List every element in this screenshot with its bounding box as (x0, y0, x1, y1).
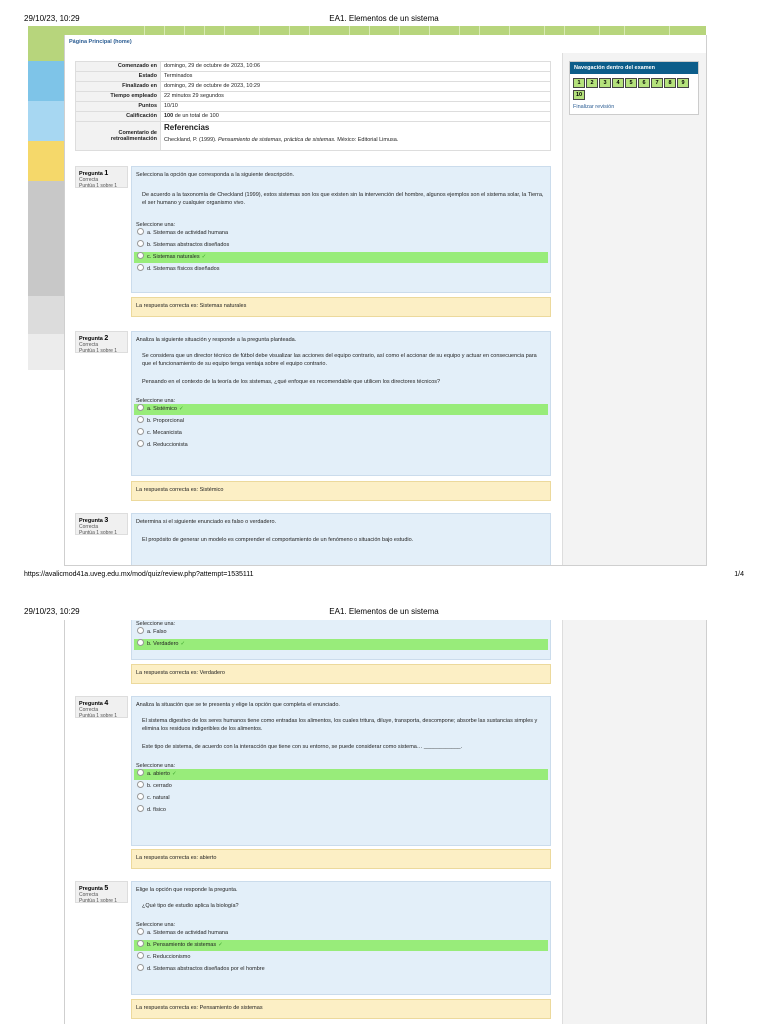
radio-button[interactable] (137, 928, 144, 935)
answer-option[interactable] (134, 964, 548, 975)
answer-option[interactable] (134, 440, 548, 451)
radio-button[interactable] (137, 769, 144, 776)
select-one-label: Seleccione una: (136, 222, 176, 228)
question-prompt: Elige la opción que responde la pregunta. (136, 887, 238, 893)
answer-option-label: c. Sistemas naturales (147, 254, 200, 260)
answer-option[interactable] (134, 940, 548, 951)
answer-option-label: a. Sistemas de actividad humana (147, 930, 229, 936)
select-one-label: Seleccione una: (136, 763, 176, 769)
question-info (75, 881, 128, 903)
radio-button[interactable] (137, 952, 144, 959)
answer-option[interactable] (134, 264, 548, 275)
question-number: Pregunta 1 (79, 170, 109, 177)
question-text: De acuerdo a la taxonomía de Checkland (1999), estos sistemas son los que existen sin la intervención del hombre, algunos ejemplos son el sistema solar, la Tierra, el ser humano y cualquier organismo vivo. (142, 192, 544, 206)
check-icon: ✓ (171, 771, 177, 777)
sidebar (562, 53, 707, 566)
question-number: Pregunta 3 (79, 517, 109, 524)
question-prompt: Analiza la siguiente situación y responde a la pregunta planteada. (136, 337, 297, 343)
answer-option-label: d. físico (147, 807, 166, 813)
summary-label: Puntos (76, 102, 161, 112)
question-text: Este tipo de sistema, de acuerdo con la interacción que tiene con su entorno, se puede considerar como sistema… ____________. (142, 744, 463, 750)
answer-option[interactable] (134, 928, 548, 939)
radio-button[interactable] (137, 781, 144, 788)
question-score: Puntúa 1 sobre 1 (79, 530, 118, 536)
summary-label: Estado (76, 72, 161, 82)
theme-stripe-gray (28, 181, 64, 296)
check-icon: ✓ (218, 942, 223, 948)
question-info (75, 166, 128, 188)
quiz-nav-button-2[interactable]: 2 (586, 78, 598, 88)
radio-button[interactable] (137, 440, 144, 447)
quiz-navigation-block (569, 61, 699, 115)
answer-option[interactable] (134, 252, 548, 263)
question-text: El propósito de generar un modelo es comprender el comportamiento de un fenómeno o situación bajo estudio. (142, 537, 414, 543)
attempt-summary-table (75, 61, 551, 151)
question-info (75, 696, 128, 718)
question-score: Puntúa 1 sobre 1 (79, 348, 118, 354)
print-title: EA1. Elementos de un sistema (329, 14, 439, 23)
finish-review-link[interactable]: Finalizar revisión (573, 104, 615, 110)
question-box (131, 881, 551, 995)
sidebar-2 (562, 620, 707, 1024)
question-score: Puntúa 1 sobre 1 (79, 713, 118, 719)
print-datetime: 29/10/23, 10:29 (24, 14, 80, 23)
answer-option-label: c. Mecanicista (147, 430, 182, 436)
answer-option[interactable] (134, 404, 548, 415)
answer-option-label: b. Pensamiento de sistemas (147, 942, 217, 948)
quiz-nav-button-3[interactable]: 3 (599, 78, 611, 88)
quiz-nav-button-10[interactable]: 10 (573, 90, 585, 100)
breadcrumb-home[interactable]: Página Principal (home) (69, 39, 132, 45)
theme-stripe-yellow (28, 141, 64, 181)
summary-value: domingo, 29 de octubre de 2023, 10:06 (161, 62, 551, 72)
radio-button[interactable] (137, 964, 144, 971)
summary-label: Calificación (76, 112, 161, 122)
radio-button[interactable] (137, 264, 144, 271)
question-state: Correcta (79, 342, 99, 348)
answer-option-label: c. Reduccionismo (147, 954, 191, 960)
question-info (75, 331, 128, 353)
radio-button[interactable] (137, 240, 144, 247)
answer-option[interactable] (134, 952, 548, 963)
summary-row (76, 62, 551, 72)
radio-button[interactable] (137, 228, 144, 235)
radio-button[interactable] (137, 627, 144, 634)
question-state: Correcta (79, 707, 99, 713)
quiz-navigation-title: Navegación dentro del examen (570, 62, 698, 74)
print-datetime-2: 29/10/23, 10:29 (24, 607, 80, 616)
page-content-2 (64, 620, 707, 1024)
question-number: Pregunta 5 (79, 885, 109, 892)
select-one-label: Seleccione una: (136, 398, 176, 404)
question-box (131, 620, 551, 660)
select-one-label: Seleccione una: (136, 621, 176, 627)
answer-option-label: a. Falso (147, 629, 167, 635)
select-one-label: Seleccione una: (136, 922, 176, 928)
answer-option[interactable] (134, 416, 548, 427)
answer-option[interactable] (134, 781, 548, 792)
answer-option-label: d. Sistemas abstractos diseñados por el hombre (147, 966, 265, 972)
question-number: Pregunta 2 (79, 335, 109, 342)
print-page-number: 1/4 (734, 571, 744, 578)
question-text: Pensando en el contexto de la teoría de los sistemas, ¿qué enfoque es recomendable que utilicen los directores técnicos? (142, 379, 441, 385)
quiz-nav-button-4[interactable]: 4 (612, 78, 624, 88)
summary-row (76, 92, 551, 102)
question-prompt: Determina si el siguiente enunciado es falso o verdadero. (136, 519, 277, 525)
question-prompt: Selecciona la opción que corresponda a la siguiente descripción. (136, 172, 295, 178)
summary-label: Tiempo empleado (76, 92, 161, 102)
question-state: Correcta (79, 524, 99, 530)
summary-row (76, 102, 551, 112)
theme-stripe-green (28, 26, 64, 61)
answer-option-label: b. Proporcional (147, 418, 184, 424)
question-state: Correcta (79, 177, 99, 183)
feedback-value (161, 122, 551, 151)
correct-answer-feedback: La respuesta correcta es: Pensamiento de sistemas (131, 999, 551, 1019)
question-text: ¿Qué tipo de estudio aplica la biología? (142, 903, 239, 909)
answer-option-label: a. Sistemas de actividad humana (147, 230, 229, 236)
summary-value: 22 minutos 29 segundos (161, 92, 551, 102)
radio-button[interactable] (137, 416, 144, 423)
answer-option[interactable] (134, 793, 548, 804)
answer-option[interactable] (134, 240, 548, 251)
quiz-nav-button-1[interactable]: 1 (573, 78, 585, 88)
radio-button[interactable] (137, 639, 144, 646)
quiz-nav-button-5[interactable]: 5 (625, 78, 637, 88)
question-box (131, 166, 551, 293)
radio-button[interactable] (137, 940, 144, 947)
answer-option[interactable] (134, 805, 548, 816)
answer-option[interactable] (134, 639, 548, 650)
question-prompt: Analiza la situación que se te presenta y elige la opción que completa el enunciado. (136, 702, 340, 708)
feedback-reference: Checkland, P. (1999). Pensamiento de sistemas, práctica de sistemas. México: Editorial Limusa. (164, 137, 399, 143)
check-icon: ✓ (178, 406, 184, 412)
radio-button[interactable] (137, 805, 144, 812)
answer-option-label: c. natural (147, 795, 170, 801)
question-score: Puntúa 1 sobre 1 (79, 898, 118, 904)
theme-stripe-lightgray (28, 296, 64, 334)
answer-option[interactable] (134, 228, 548, 239)
radio-button[interactable] (137, 793, 144, 800)
answer-option-label: b. Sistemas abstractos diseñados (147, 242, 230, 248)
question-text: Se considera que un director técnico de fútbol debe visualizar las acciones del equipo contrario, así como el accionar de su equipo y actuar en consecuencia para que el funcionamiento de su equipo tenga ventaja sobre el equipo contrario. (142, 353, 537, 367)
answer-option-label: a. Sistémico (147, 406, 177, 412)
feedback-row (76, 122, 551, 151)
question-state: Correcta (79, 892, 99, 898)
answer-option-label: a. abierto (147, 771, 170, 777)
answer-option[interactable] (134, 769, 548, 780)
theme-stripe-blue (28, 61, 64, 101)
question-box (131, 696, 551, 846)
quiz-navigation-buttons (570, 74, 698, 104)
radio-button[interactable] (137, 404, 144, 411)
question-box (131, 331, 551, 476)
summary-value: domingo, 29 de octubre de 2023, 10:29 (161, 82, 551, 92)
answer-option[interactable] (134, 428, 548, 439)
summary-value: 10/10 (161, 102, 551, 112)
radio-button[interactable] (137, 428, 144, 435)
print-url: https://avalicmod41a.uveg.edu.mx/mod/quiz/review.php?attempt=1535111 (24, 571, 254, 578)
correct-answer-feedback: La respuesta correcta es: abierto (131, 849, 551, 869)
correct-answer-feedback: La respuesta correcta es: Sistémico (131, 481, 551, 501)
answer-option-label: d. Sistemas físicos diseñados (147, 266, 220, 272)
check-icon: ✓ (201, 254, 207, 260)
question-number: Pregunta 4 (79, 700, 109, 707)
quiz-nav-button-9[interactable]: 9 (677, 78, 689, 88)
answer-option[interactable] (134, 627, 548, 638)
page-content (64, 35, 707, 566)
question-text: El sistema digestivo de los seres humanos tiene como entradas los alimentos, los cuales tritura, diluye, transporta, descompone; absorbe las sustancias simples y elimina los residuos indigeribles de los alimentos. (142, 718, 538, 732)
theme-stripe-faint (28, 334, 64, 370)
quiz-nav-button-8[interactable]: 8 (664, 78, 676, 88)
answer-option-label: d. Reduccionista (147, 442, 188, 448)
question-box (131, 513, 551, 566)
correct-answer-feedback: La respuesta correcta es: Sistemas naturales (131, 297, 551, 317)
feedback-label: Comentario de retroalimentación (76, 122, 161, 151)
check-icon: ✓ (180, 641, 186, 647)
correct-answer-feedback: La respuesta correcta es: Verdadero (131, 664, 551, 684)
summary-value: 100 de un total de 100 (161, 112, 551, 122)
answer-option-label: b. Verdadero (147, 641, 179, 647)
answer-option-label: b. cerrado (147, 783, 172, 789)
summary-value: Terminados (161, 72, 551, 82)
summary-row (76, 112, 551, 122)
theme-stripe-lightblue (28, 101, 64, 141)
radio-button[interactable] (137, 252, 144, 259)
summary-label: Finalizado en (76, 82, 161, 92)
question-info (75, 513, 128, 535)
quiz-nav-button-7[interactable]: 7 (651, 78, 663, 88)
print-title-2: EA1. Elementos de un sistema (329, 607, 439, 616)
summary-row (76, 82, 551, 92)
summary-row (76, 72, 551, 82)
feedback-heading: Referencias (164, 123, 210, 132)
quiz-nav-button-6[interactable]: 6 (638, 78, 650, 88)
question-score: Puntúa 1 sobre 1 (79, 183, 118, 189)
summary-label: Comenzado en (76, 62, 161, 72)
